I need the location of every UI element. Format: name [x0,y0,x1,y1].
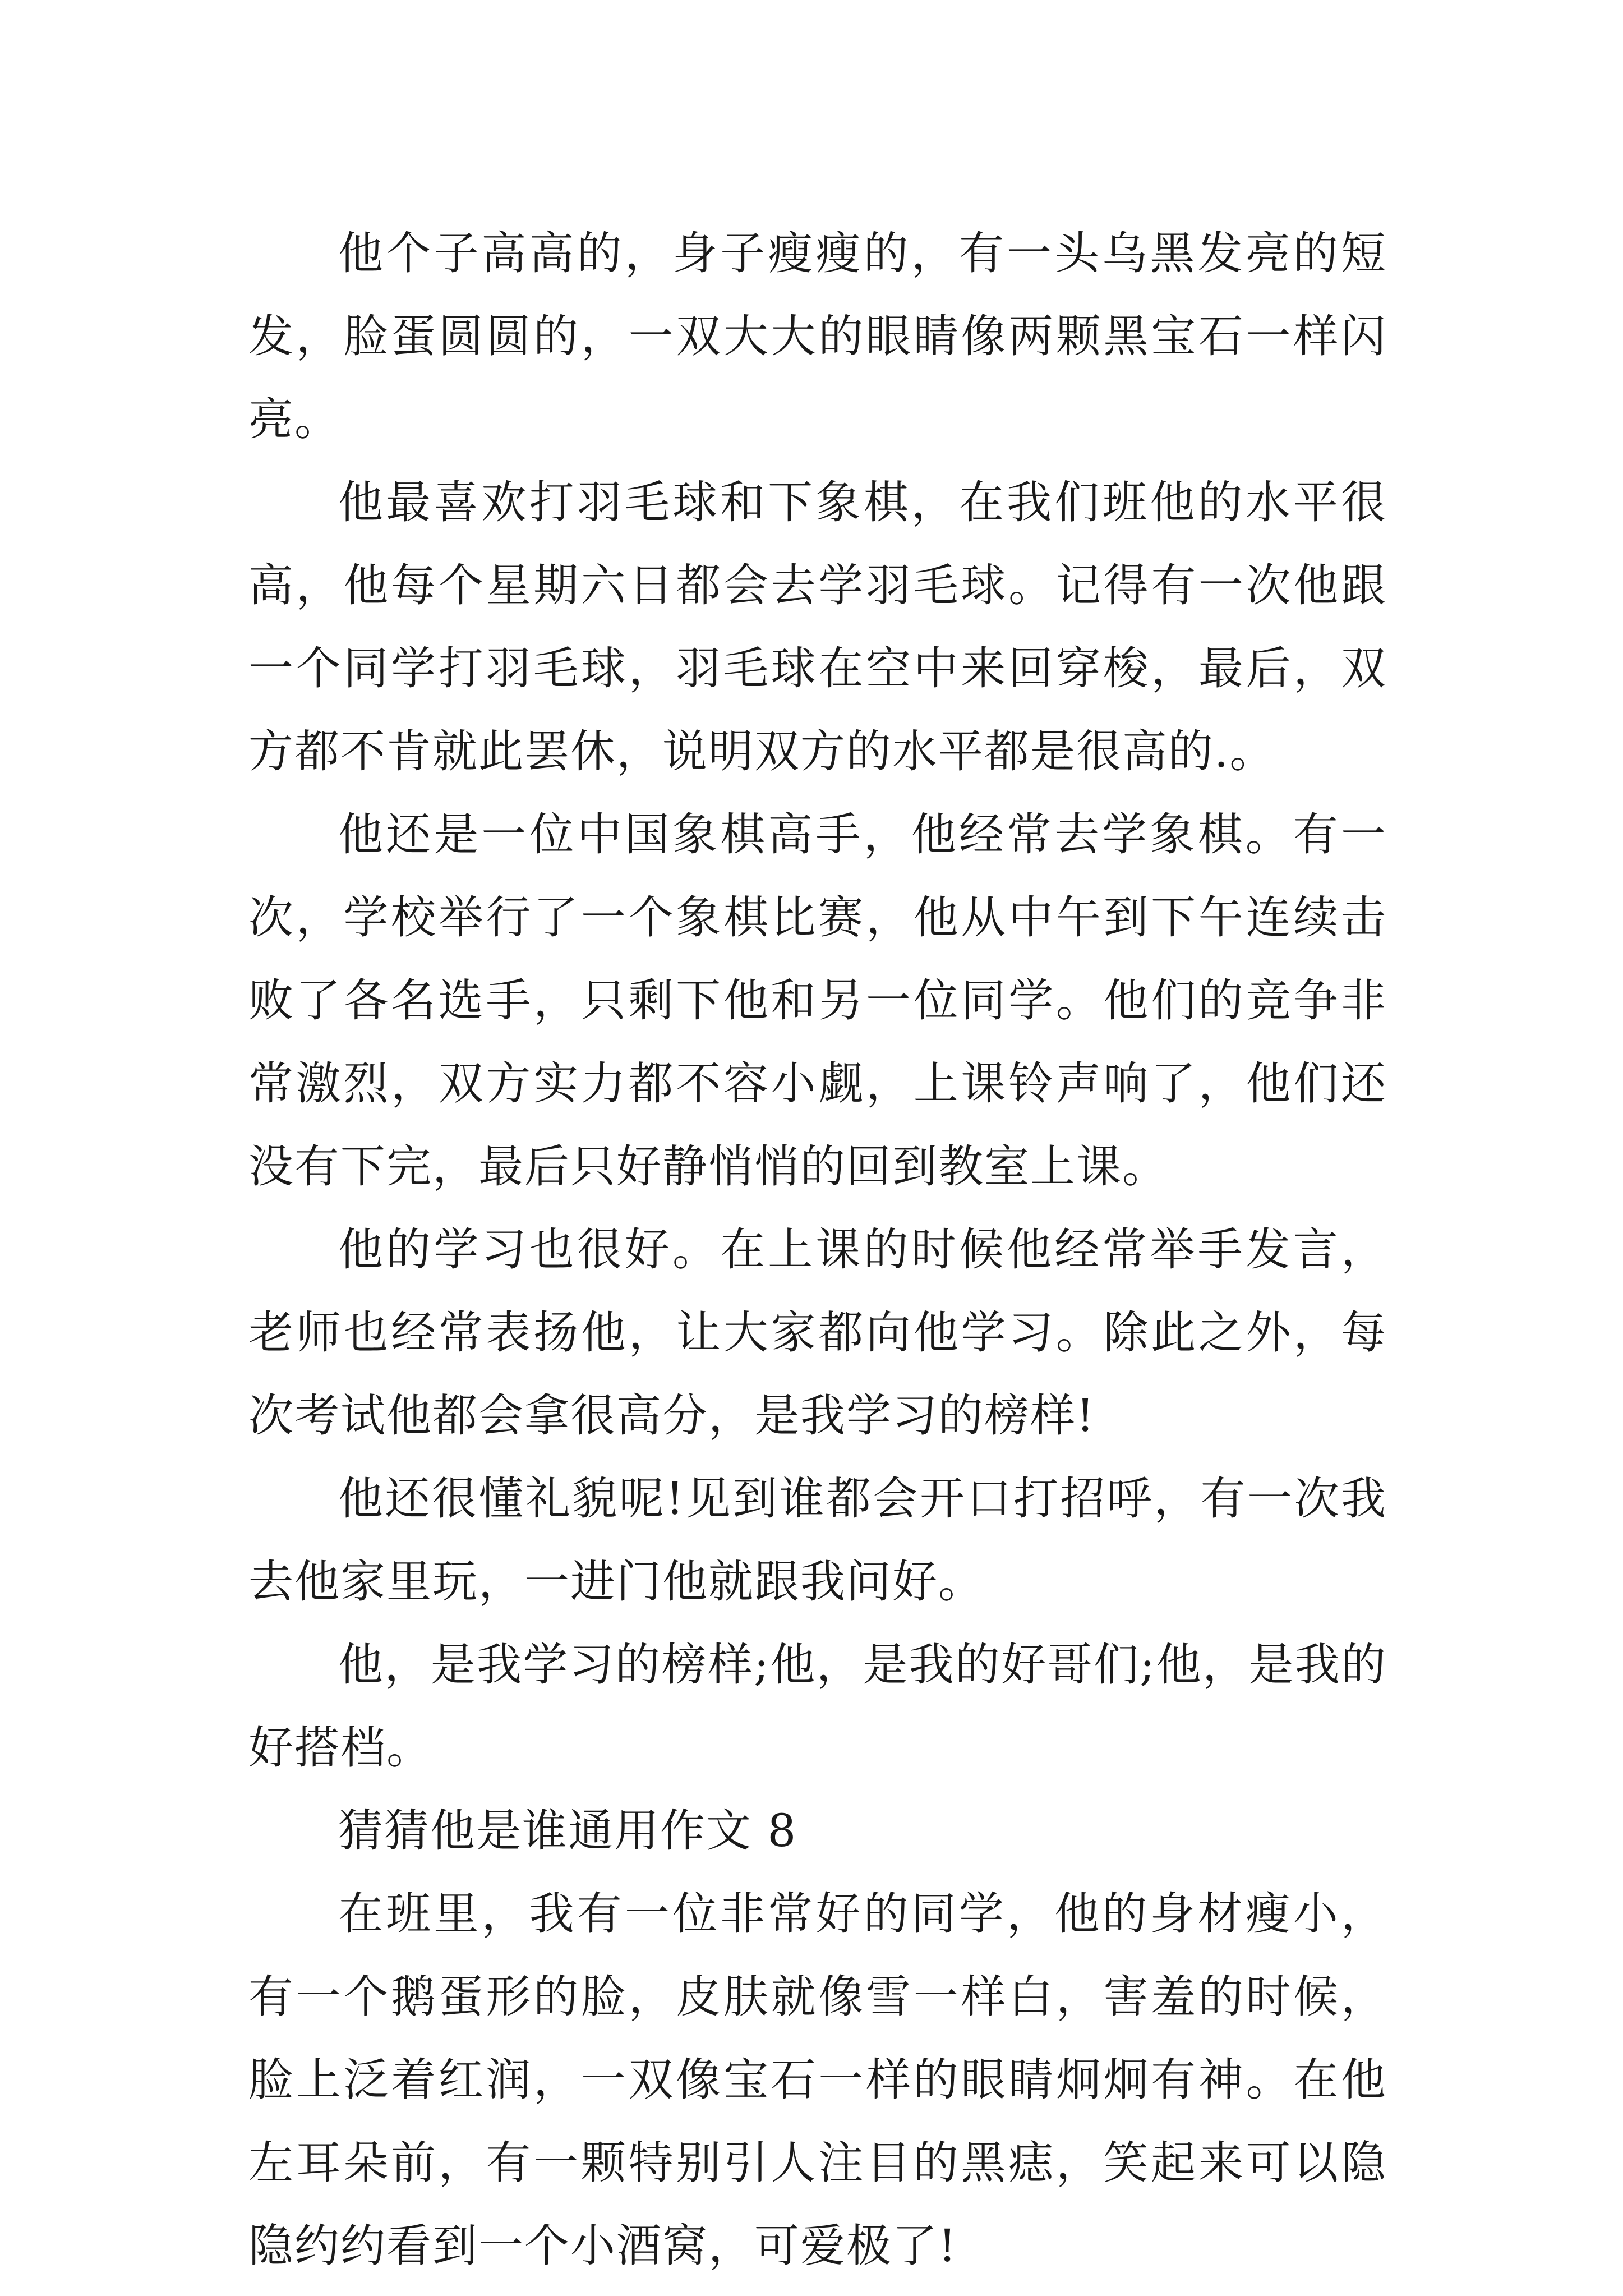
paragraph-conclusion: 他，是我学习的榜样;他，是我的好哥们;他，是我的好搭档。 [248,1639,1387,1774]
paragraph-appearance: 他个子高高的，身子瘦瘦的，有一头乌黑发亮的短发，脸蛋圆圆的，一双大大的眼睛像两颗黑宝石一样闪亮。 [248,227,1387,445]
paragraph-chess: 他还是一位中国象棋高手，他经常去学象棋。有一次，学校举行了一个象棋比赛，他从中午到下午连续击败了各名选手，只剩下他和另一位同学。他们的竞争非常激烈，双方实力都不容小觑，上课铃声响了，他们还没有下完，最后只好静悄悄的回到教室上课。 [248,808,1387,1193]
document-body [248,212,1387,2288]
essay-heading: 猜猜他是谁通用作文 8 [338,1805,797,1857]
paragraph-badminton: 他最喜欢打羽毛球和下象棋，在我们班他的水平很高，他每个星期六日都会去学羽毛球。记得有一次他跟一个同学打羽毛球，羽毛球在空中来回穿梭，最后，双方都不肯就此罢休，说明双方的水平都是很高的.。 [248,476,1387,777]
paragraph-study: 他的学习也很好。在上课的时候他经常举手发言，老师也经常表扬他，让大家都向他学习。除此之外，每次考试他都会拿很高分，是我学习的榜样! [248,1223,1387,1442]
paragraph-manners: 他还很懂礼貌呢!见到谁都会开口打招呼，有一次我去他家里玩，一进门他就跟我问好。 [248,1473,1387,1608]
paragraph-classmate: 在班里，我有一位非常好的同学，他的身材瘦小，有一个鹅蛋形的脸，皮肤就像雪一样白，害羞的时候，脸上泛着红润，一双像宝石一样的眼睛炯炯有神。在他左耳朵前，有一颗特别引人注目的黑痣，笑起来可以隐隐约约看到一个小酒窝，可爱极了! [248,1888,1387,2272]
